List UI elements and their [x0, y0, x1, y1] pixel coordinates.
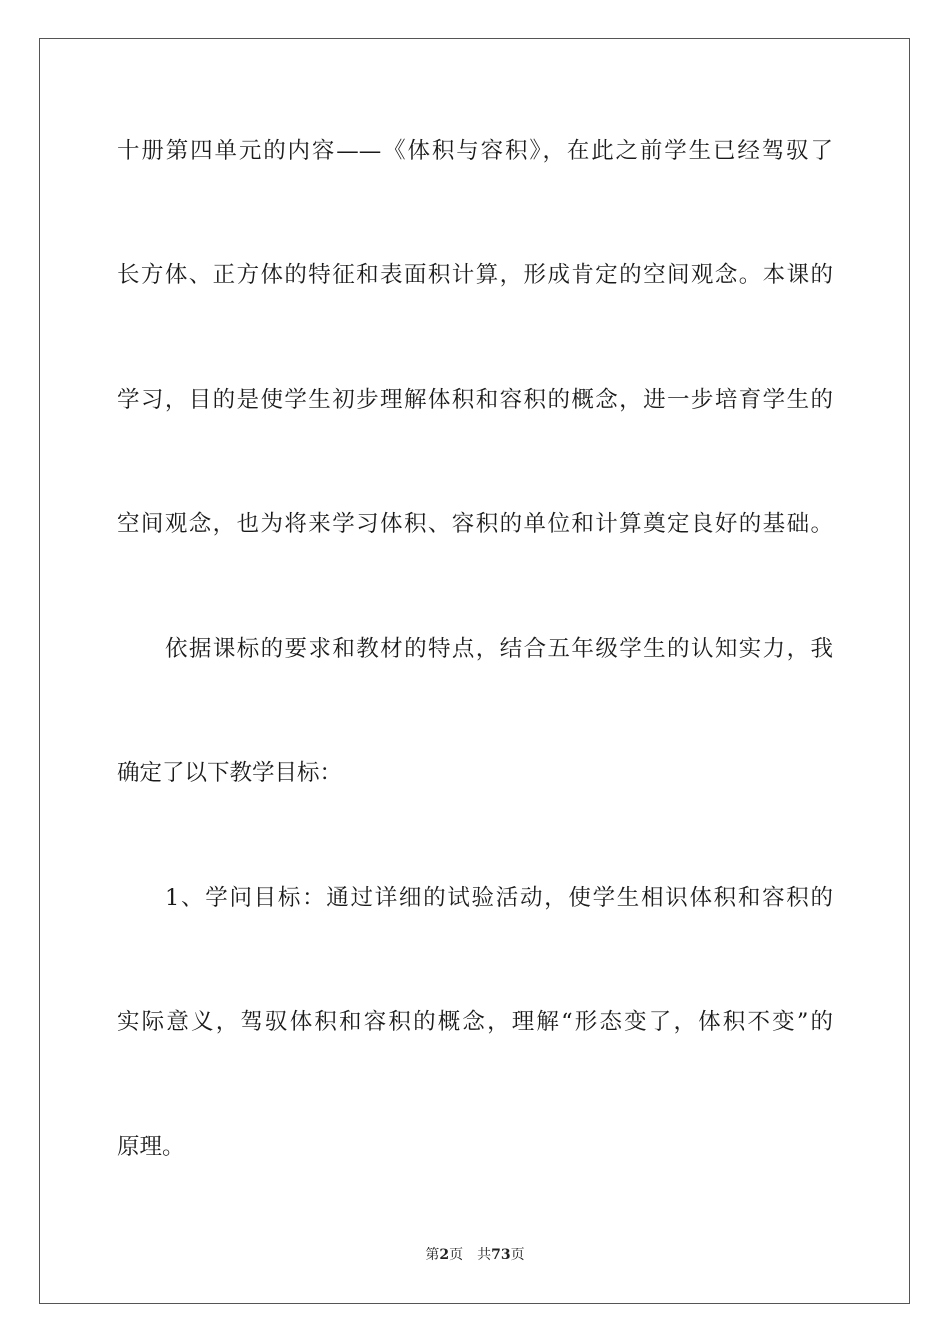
text-line-6: 确定了以下教学目标：: [117, 760, 343, 786]
text-line-3: 学习，目的是使学生初步理解体积和容积的概念，进一步培育学生的: [117, 387, 833, 413]
text-line-5: 依据课标的要求和教材的特点，结合五年级学生的认知实力，我: [165, 636, 833, 662]
text-line-7: 1、学问目标：通过详细的试验活动，使学生相识体积和容积的: [165, 885, 833, 911]
total-label-prefix: 共: [477, 1247, 492, 1263]
page-label-suffix: 页: [449, 1247, 464, 1263]
total-label-suffix: 页: [510, 1247, 525, 1263]
total-pages: 73: [491, 1247, 511, 1263]
page-label-prefix: 第: [425, 1247, 440, 1263]
page-footer: [0, 1245, 950, 1265]
text-line-8: 实际意义，驾驭体积和容积的概念，理解“形态变了，体积不变”的: [117, 1009, 833, 1035]
text-line-9: 原理。: [117, 1134, 185, 1160]
text-line-2: 长方体、正方体的特征和表面积计算，形成肯定的空间观念。本课的: [117, 262, 833, 288]
text-line-1: 十册第四单元的内容——《体积与容积》，在此之前学生已经驾驭了: [117, 138, 833, 164]
text-line-4: 空间观念，也为将来学习体积、容积的单位和计算奠定良好的基础。: [117, 511, 833, 537]
page-border: [39, 38, 910, 1304]
page-number: 2: [439, 1247, 450, 1263]
